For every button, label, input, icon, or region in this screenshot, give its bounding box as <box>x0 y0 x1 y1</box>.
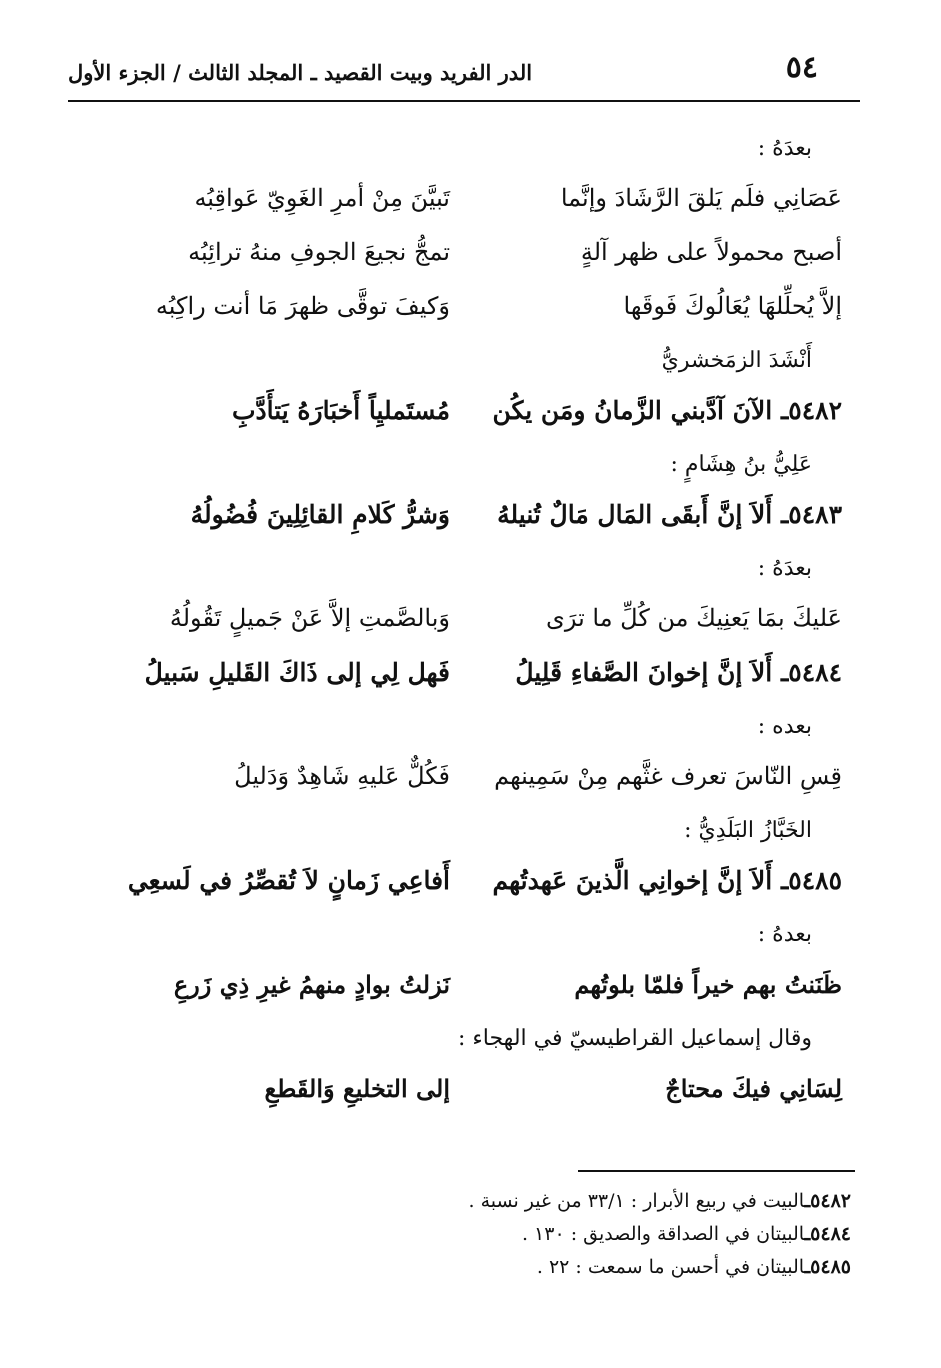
footnote-number: ٥٤٨٥ـ <box>804 1256 851 1278</box>
numbered-verse <box>100 860 842 914</box>
first-hemistich <box>492 970 842 999</box>
running-title: الدر الفريد وبيت القصيد ـ المجلد الثالث / الجزء الأول <box>68 60 533 85</box>
footnote <box>151 1190 851 1223</box>
first-hemistich-text: قِسِ النّاسَ تعرف غثَّهم مِنْ سَمِينهم <box>494 762 842 790</box>
verse-line <box>100 178 842 232</box>
footnote-text: البيتان في أحسن ما سمعت : ٢٢ . <box>536 1256 805 1278</box>
poem-body <box>100 128 842 1122</box>
attribution-text: بعدَهُ : <box>757 136 812 161</box>
second-hemistich: أَفاعِي زَمانٍ لاَ تُقصِّرُ في لَسعِي <box>127 866 450 895</box>
first-hemistich-text: أَلاَ إنَّ إخوانَ الصَّفاءِ قَلِيلُ <box>515 658 773 687</box>
verse-line <box>100 964 842 1018</box>
verse-number: ٥٤٨٣ـ <box>772 500 842 529</box>
second-hemistich: تمجُّ نجيعَ الجوفِ منهُ ترائِبُه <box>188 238 450 266</box>
attribution-line <box>100 914 842 964</box>
numbered-verse <box>100 494 842 548</box>
second-hemistich: وَكيفَ توقَّى ظهرَ مَا أنت راكِبُه <box>155 292 450 320</box>
attribution-line <box>100 444 842 494</box>
verse-number: ٥٤٨٥ـ <box>772 866 842 895</box>
attribution-line <box>100 706 842 756</box>
verse-line <box>100 598 842 652</box>
footnote-number: ٥٤٨٤ـ <box>804 1223 851 1245</box>
attribution-text: أَنْشَدَ الزمَخشريُّ <box>661 348 812 373</box>
second-hemistich: إلى التخليعِ وَالقَطعِ <box>264 1074 450 1103</box>
first-hemistich-text: أصبح محمولاً على ظهر آلةٍ <box>580 238 842 266</box>
first-hemistich-text: الآنَ آدَّبني الزَّمانُ ومَن يكُن <box>492 396 773 425</box>
first-hemistich-text: أَلاَ إنَّ أَبقَى المَال مَالٌ تُنيلهُ <box>497 500 773 529</box>
header-rule <box>68 100 860 102</box>
footnote-rule <box>578 1170 855 1172</box>
first-hemistich <box>492 238 842 266</box>
page-header <box>68 50 860 94</box>
verse-line <box>100 1068 842 1122</box>
footnote-text: البيت في ربيع الأبرار : ٣٣/١ من غير نسبة . <box>468 1190 805 1212</box>
footnotes <box>151 1190 851 1289</box>
first-hemistich-text: عَليكَ بمَا يَعنِيكَ من كُلِّ ما ترَى <box>546 604 842 632</box>
verse-line <box>100 756 842 810</box>
first-hemistich <box>492 184 842 212</box>
second-hemistich: نَزلتُ بوادٍ منهمُ غيرِ ذِي زَرعِ <box>173 970 450 999</box>
attribution-line <box>100 1018 842 1068</box>
first-hemistich <box>492 604 842 632</box>
first-hemistich-text: عَصَانِي فلَم يَلقَ الرَّشَادَ وإنَّما <box>560 184 842 212</box>
second-hemistich: فَكُلٌّ عَليهِ شَاهِدٌ وَدَليلُ <box>234 762 450 790</box>
verse-number: ٥٤٨٤ـ <box>772 658 842 687</box>
first-hemistich <box>462 658 842 687</box>
first-hemistich-text: أَلاَ إنَّ إخوانِي الَّذينَ عَهدتُهم <box>492 866 773 895</box>
first-hemistich <box>492 1074 842 1103</box>
verse-line <box>100 286 842 340</box>
first-hemistich <box>492 762 842 790</box>
attribution-text: بعدَهُ : <box>757 556 812 581</box>
page-number: ٥٤ <box>785 50 818 85</box>
attribution-text: بعدهُ : <box>757 922 812 947</box>
first-hemistich-text: إلاَّ يُحلِّلهَا يُعَالُوكَ فَوقَها <box>623 292 842 320</box>
attribution-line <box>100 810 842 860</box>
footnote <box>151 1223 851 1256</box>
first-hemistich <box>462 866 842 895</box>
footnote <box>151 1256 851 1289</box>
first-hemistich <box>492 292 842 320</box>
first-hemistich <box>462 396 842 425</box>
verse-number: ٥٤٨٢ـ <box>772 396 842 425</box>
footnote-number: ٥٤٨٢ـ <box>804 1190 851 1212</box>
second-hemistich: فَهل لِي إلى ذَاكَ القَليلِ سَبيلُ <box>144 658 450 687</box>
numbered-verse <box>100 652 842 706</box>
first-hemistich-text: لِسَانِي فيكَ محتاجٌ <box>665 1074 842 1103</box>
first-hemistich-text: ظَنَنتُ بهم خيراً فلمّا بلوتُهم <box>574 970 842 999</box>
attribution-text: عَلِيُّ بنُ هِشَامٍ : <box>670 452 812 477</box>
second-hemistich: وَبالصَّمتِ إلاَّ عَنْ جَميلٍ تَقُولُهُ <box>169 604 450 632</box>
attribution-text: بعده : <box>757 714 812 739</box>
numbered-verse <box>100 390 842 444</box>
footnote-text: البيتان في الصداقة والصديق : ١٣٠ . <box>521 1223 805 1245</box>
second-hemistich: وَشرُّ كَلامِ القائِلِينَ فُضُولُهُ <box>190 500 450 529</box>
attribution-text: الخَبَّازُ البَلَدِيُّ : <box>684 818 812 843</box>
attribution-line <box>100 128 842 178</box>
first-hemistich <box>462 500 842 529</box>
attribution-line <box>100 340 842 390</box>
second-hemistich: تَبيَّنَ مِنْ أمرِ الغَوِيّ عَواقِبُه <box>194 184 450 212</box>
attribution-text: وقال إسماعيل القراطيسيّ في الهجاء : <box>458 1026 812 1051</box>
verse-line <box>100 232 842 286</box>
second-hemistich: مُستَمليِاً أَخبَارَهُ يَتأَدَّبِ <box>231 396 450 425</box>
attribution-line <box>100 548 842 598</box>
